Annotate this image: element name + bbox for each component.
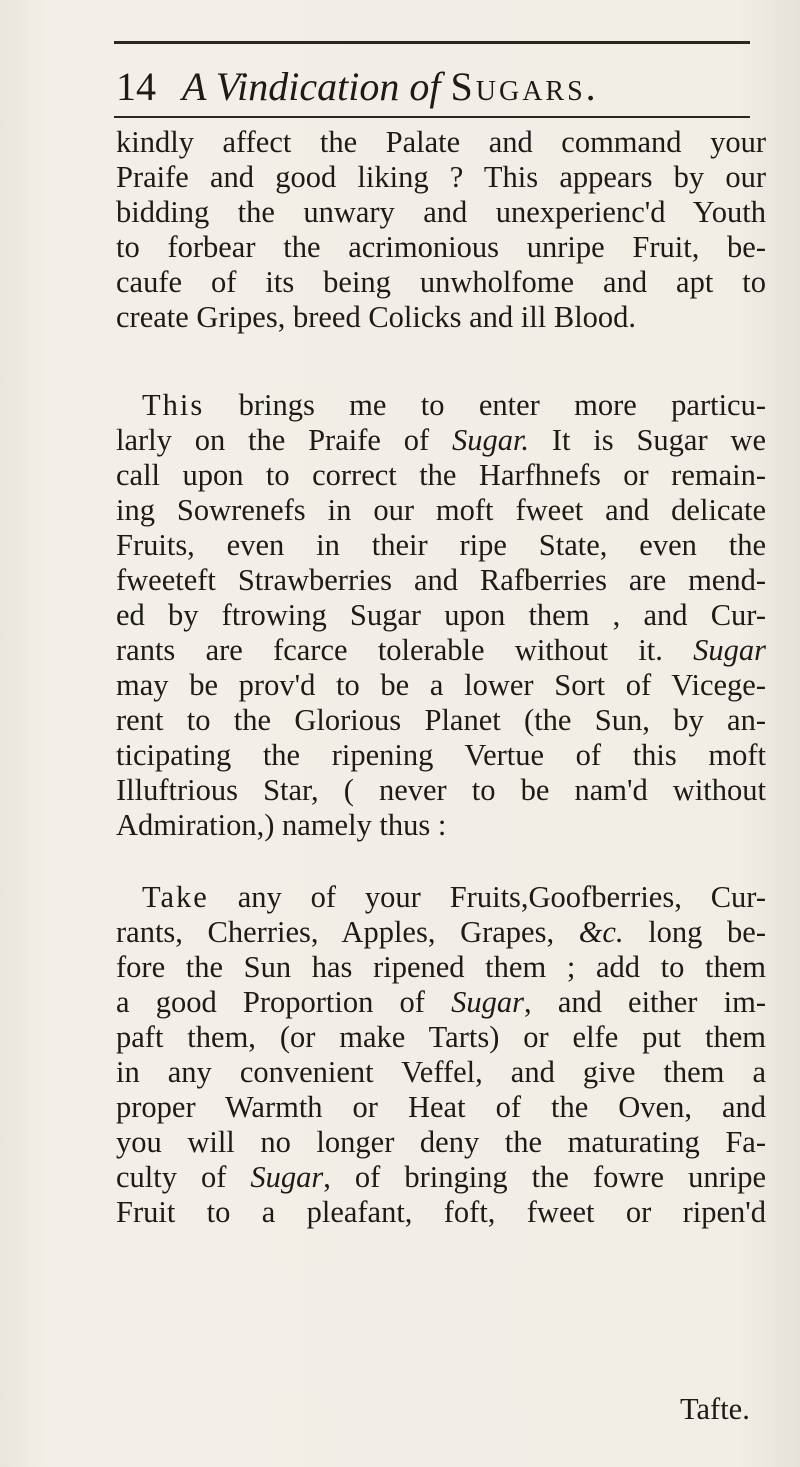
text-segment: rants are fcarce tolerable without it. [116,633,694,667]
text-segment: larly on the Praife of [116,423,452,457]
text-line: ed by ftrowing Sugar upon them , and Cur- [116,598,766,632]
text-line [116,423,766,458]
text-line: fweeteft Strawberries and Rafberries are mend- [116,563,766,597]
text-segment: rants, Cherries, Apples, Grapes, [116,915,579,949]
text-line [116,880,766,915]
text-line: create Gripes, breed Colicks and ill Blood. [116,300,637,334]
text-line: kindly affect the Palate and command your [116,125,766,159]
italic-word: Sugar [693,633,766,667]
catchword: Tafte. [680,1392,750,1426]
running-title: A Vindication [182,64,400,109]
text-line: call upon to correct the Harfhnefs or remain- [116,458,766,492]
italic-word: Sugar. [451,423,530,457]
text-segment: , of bringing the fowre unripe [323,1160,766,1194]
text-line [116,1160,766,1195]
text-line: ticipating the ripening Vertue of this moft [116,738,766,772]
text-line [116,985,766,1020]
text-line: ing Sowrenefs in our moft fweet and delicate [116,493,766,527]
text-segment: It is Sugar we [529,423,766,457]
text-segment: a good Proportion of [116,985,452,1019]
text-line: Illuftrious Star, ( never to be nam'd without [116,773,766,807]
italic-word: &c. [578,915,624,949]
italic-word: Sugar [451,985,525,1019]
text-segment: any of your Fruits,Goofberries, Cur- [237,880,767,914]
page-number: 14 [116,64,156,109]
header-rule [114,116,750,118]
text-line: to forbear the acrimonious unripe Fruit, be- [116,230,766,264]
text-line: caufe of its being unwholfome and apt to [116,265,766,299]
text-line: Fruits, even in their ripe State, even the [116,528,766,562]
paragraph-2 [116,388,766,843]
text-segment: culty of [116,1160,251,1194]
text-line: Admiration,) namely thus : [116,808,447,842]
top-rule [114,41,750,44]
text-line [116,915,766,950]
text-segment: , and either im- [524,985,766,1019]
text-line: Praife and good liking ? This appears by our [116,160,766,194]
running-head [116,62,716,112]
text-segment: long be- [623,915,767,949]
text-line: may be prov'd to be a lower Sort of Vicege- [116,668,766,702]
text-segment: brings me to enter more particu- [238,388,766,422]
lead-word: Take [142,880,209,914]
text-line: proper Warmth or Heat of the Oven, and [116,1090,766,1124]
text-line: paft them, (or make Tarts) or elfe put them [116,1020,766,1054]
paragraph-3 [116,880,766,1230]
text-line: bidding the unwary and unexperienc'd Youth [116,195,766,229]
running-title-sugars: Sugars. [450,64,599,109]
text-line: fore the Sun has ripened them ; add to them [116,950,766,984]
running-title-of: of [409,64,441,109]
text-line: in any convenient Veffel, and give them a [116,1055,766,1089]
paragraph-1 [116,125,766,335]
text-line [116,388,766,423]
lead-word: This [142,388,205,422]
text-line: you will no longer deny the maturating Fa- [116,1125,766,1159]
text-line: rent to the Glorious Planet (the Sun, by an- [116,703,766,737]
italic-word: Sugar [250,1160,324,1194]
text-line: Fruit to a pleafant, foft, fweet or ripen'd [116,1195,766,1229]
text-line [116,633,766,668]
